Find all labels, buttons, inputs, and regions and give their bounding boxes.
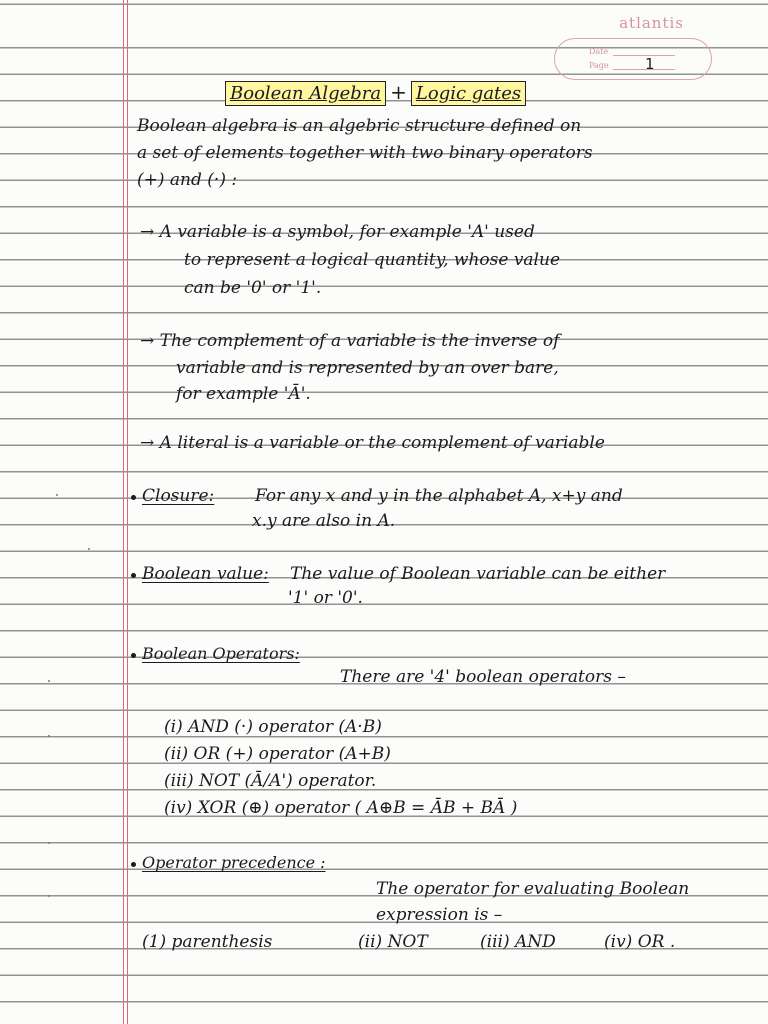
variable-note-line-2: to represent a logical quantity, whose value xyxy=(184,250,561,270)
operator-item-xor: (iv) XOR (⊕) operator ( A⊕B = ĀB + BĀ ) xyxy=(164,798,518,818)
boolean-value-text-2: '1' or '0'. xyxy=(288,588,363,608)
precedence-line-2: expression is – xyxy=(376,905,503,925)
paper-speck xyxy=(48,895,50,897)
intro-line-3: (+) and (·) : xyxy=(137,170,238,190)
precedence-item-parenthesis: (1) parenthesis xyxy=(142,932,273,952)
paper-speck xyxy=(48,680,50,682)
date-label: Date xyxy=(589,47,609,56)
margin-line-right xyxy=(127,0,128,1024)
page-number: 1 xyxy=(645,55,655,73)
variable-note-line-3: can be '0' or '1'. xyxy=(184,278,322,298)
title-boolean-algebra: Boolean Algebra xyxy=(225,81,386,106)
precedence-item-and: (iii) AND xyxy=(480,932,556,952)
variable-note-line-1: → A variable is a symbol, for example 'A' used xyxy=(140,222,535,242)
boolean-value-term: Boolean value: xyxy=(142,564,269,584)
boolean-operators-intro: There are '4' boolean operators – xyxy=(340,667,626,687)
precedence-item-not: (ii) NOT xyxy=(358,932,428,952)
precedence-term: Operator precedence : xyxy=(142,853,326,872)
complement-note-line-3: for example 'Ā'. xyxy=(176,384,311,404)
intro-line-1: Boolean algebra is an algebric structure defined on xyxy=(137,116,582,136)
bullet-boolean-value xyxy=(131,573,136,578)
literal-note: → A literal is a variable or the complement of variable xyxy=(140,433,605,453)
operator-item-and: (i) AND (·) operator (A·B) xyxy=(164,717,382,737)
margin-line-left xyxy=(123,0,124,1024)
date-page-box xyxy=(554,38,712,80)
operator-item-or: (ii) OR (+) operator (A+B) xyxy=(164,744,391,764)
title-logic-gates: Logic gates xyxy=(411,81,526,106)
complement-note-line-2: variable and is represented by an over bare, xyxy=(176,358,559,378)
paper-speck xyxy=(56,494,58,496)
page-title xyxy=(225,80,526,106)
date-rule xyxy=(613,55,675,56)
closure-term: Closure: xyxy=(142,486,215,506)
operator-item-not: (iii) NOT (Ā/A') operator. xyxy=(164,771,377,791)
precedence-item-or: (iv) OR . xyxy=(604,932,676,952)
brand-logo: atlantis xyxy=(619,14,684,32)
precedence-line-1: The operator for evaluating Boolean xyxy=(376,879,690,899)
page-label: Page xyxy=(589,61,609,70)
title-plus: + xyxy=(390,80,407,104)
page-rule xyxy=(613,69,675,70)
boolean-value-text: The value of Boolean variable can be either xyxy=(290,564,666,584)
bullet-operator-precedence xyxy=(131,862,136,867)
paper-speck xyxy=(88,548,90,550)
complement-note-line-1: → The complement of a variable is the inverse of xyxy=(140,331,560,351)
bullet-boolean-operators xyxy=(131,653,136,658)
paper-speck xyxy=(48,842,50,844)
boolean-operators-term: Boolean Operators: xyxy=(142,644,300,663)
closure-text-2: x.y are also in A. xyxy=(252,511,396,531)
paper-speck xyxy=(48,735,50,737)
bullet-closure xyxy=(131,495,136,500)
closure-text: For any x and y in the alphabet A, x+y and xyxy=(255,486,623,506)
intro-line-2: a set of elements together with two binary operators xyxy=(137,143,593,163)
